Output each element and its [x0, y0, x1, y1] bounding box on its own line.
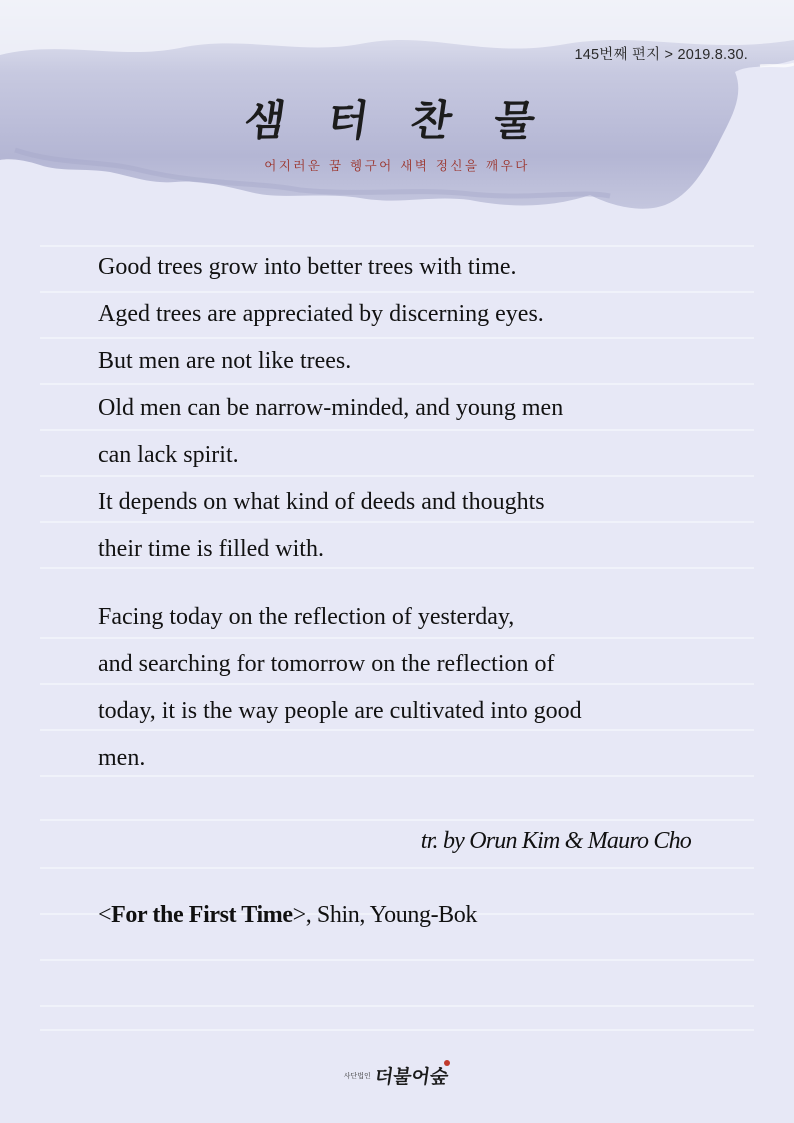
paragraph-1 [98, 244, 718, 573]
paragraph-2 [98, 594, 718, 782]
source-citation [98, 902, 477, 929]
author-name: , Shin, Young-Bok [305, 902, 477, 928]
letter-number-and-date: 145번째 편지 > 2019.8.30. [574, 47, 748, 63]
publisher-name: 더불어숲 [373, 1066, 450, 1088]
text-line: and searching for tomorrow on the reflection of [98, 651, 555, 677]
text-line: Good trees grow into better trees with time. [98, 254, 517, 280]
bracket-close: > [292, 902, 306, 928]
text-line: But men are not like trees. [98, 348, 352, 374]
masthead-title: 샘 터 찬 물 [241, 96, 553, 145]
text-line: Aged trees are appreciated by discerning eyes. [98, 301, 544, 327]
text-line: Facing today on the reflection of yesterday, [98, 604, 515, 630]
text-line: their time is filled with. [98, 536, 324, 562]
publisher-type-label: 사단법인 [343, 1071, 371, 1080]
bracket-open: < [98, 902, 112, 928]
masthead-subtitle: 어지러운 꿈 헹구어 새벽 정신을 깨우다 [264, 158, 530, 173]
publisher-logo [0, 1062, 794, 1089]
text-line: It depends on what kind of deeds and thoughts [98, 489, 545, 515]
text-line: men. [98, 745, 146, 771]
text-line: Old men can be narrow-minded, and young men [98, 395, 564, 421]
text-line: can lack spirit. [98, 442, 239, 468]
text-line: today, it is the way people are cultivated into good [98, 698, 582, 724]
book-title: For the First Time [111, 902, 293, 928]
translator-credit: tr. by Orun Kim & Mauro Cho [420, 828, 691, 854]
